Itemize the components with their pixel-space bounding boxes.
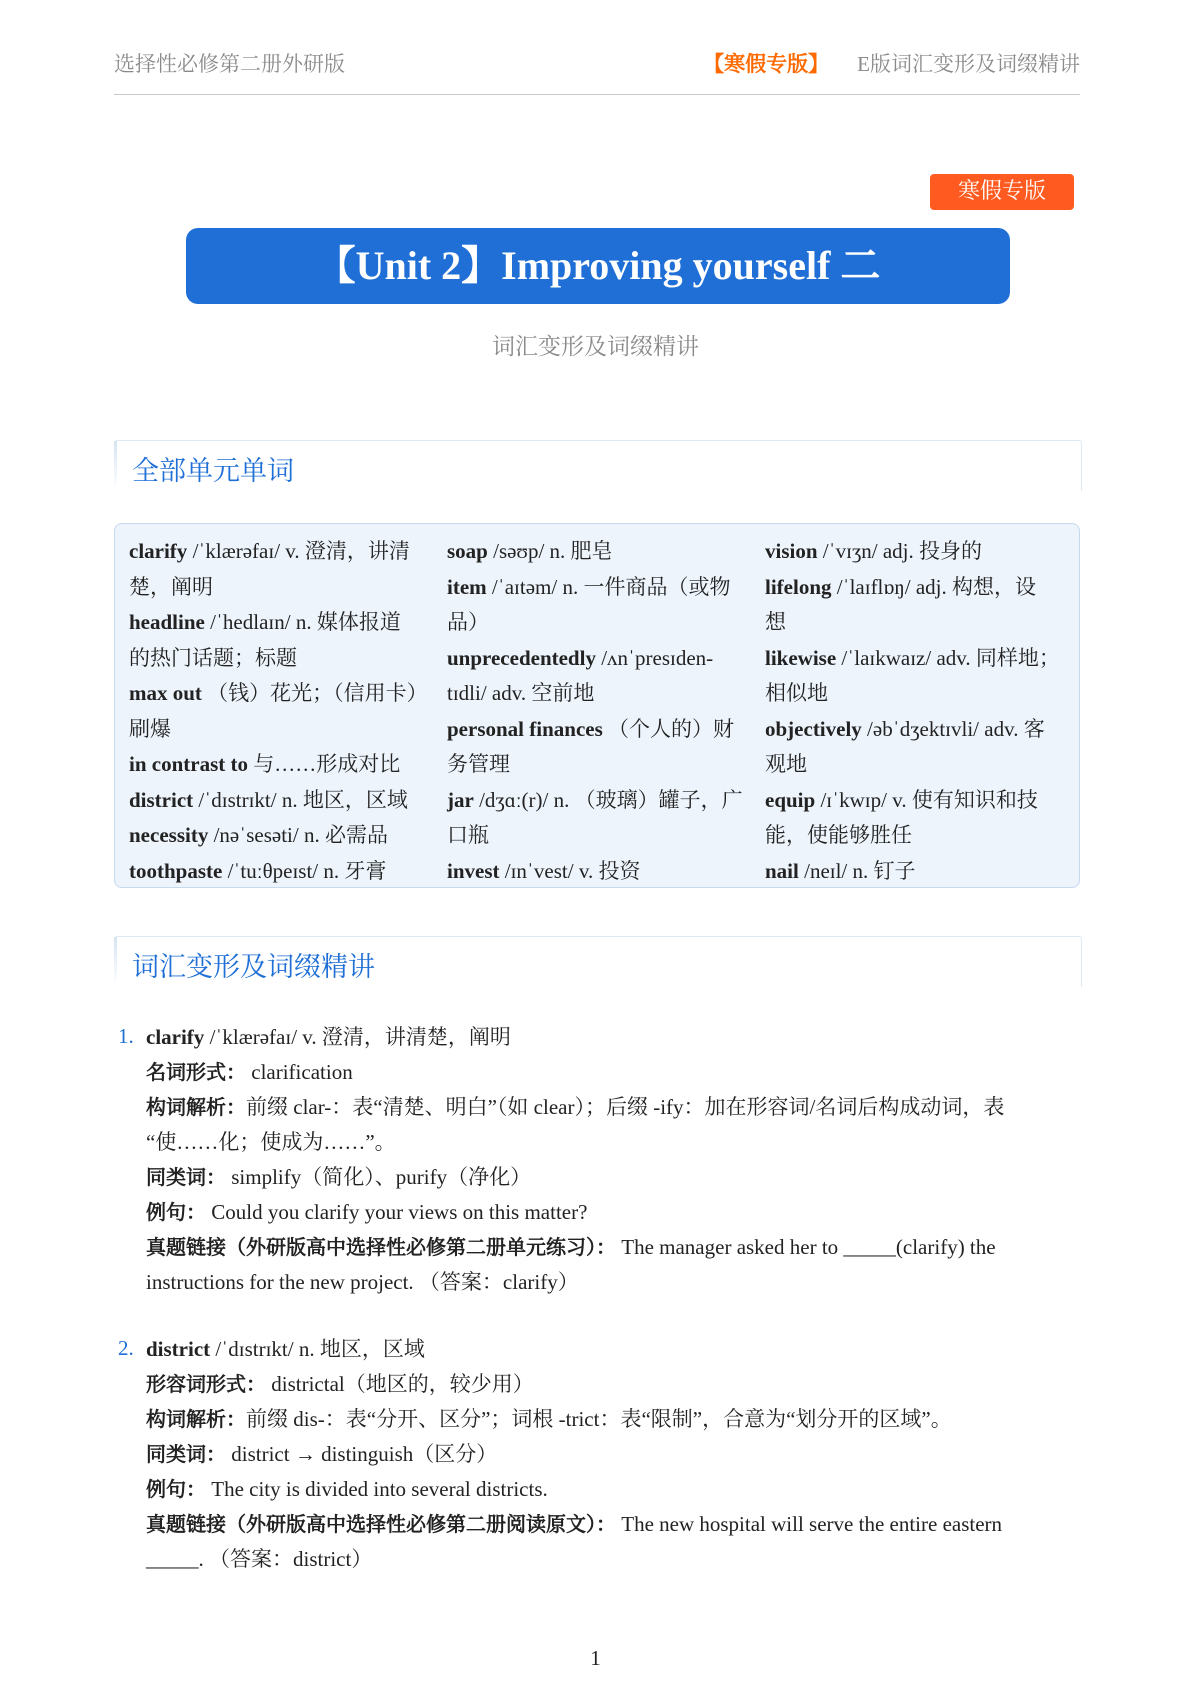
entry-exam-link: 真题链接（外研版高中选择性必修第二册阅读原文）： The new hospital will serve the entire eastern [146, 1512, 1003, 1536]
vocab-line: nail /neɪl/ n. 钉子 [765, 858, 916, 883]
page-header [114, 44, 1080, 95]
entry-form: 名词形式： clarification [146, 1060, 353, 1084]
vocab-line: 刷爆 [129, 716, 171, 741]
vocab-line: soap /səʊp/ n. 肥皂 [447, 539, 613, 563]
vocab-box [114, 523, 1080, 888]
unit-title: 【Unit 2】Improving yourself 二 [186, 228, 1010, 304]
vocab-line: invest /ɪnˈvest/ v. 投资 [447, 858, 641, 883]
vocab-column-1 [129, 534, 441, 889]
entry-exam-link-cont: instructions for the new project. （答案：clarify） [146, 1270, 579, 1294]
header-edition-tag: 【寒假专版】 [703, 52, 830, 76]
vocab-line: equip /ɪˈkwɪp/ v. 使有知识和技 [765, 787, 1038, 812]
vocab-line: likewise /ˈlaɪkwaɪz/ adv. 同样地； [765, 645, 1060, 670]
vocab-line: 相似地 [765, 681, 828, 705]
vocab-line: jar /dʒɑː(r)/ n. （玻璃）罐子，广 [447, 787, 743, 812]
entry-similar: 同类词： district → distinguish（区分） [146, 1442, 498, 1466]
header-doc-title: E版词汇变形及词缀精讲 [857, 52, 1080, 76]
entry-number: 1. [118, 1024, 134, 1048]
vocab-line: item /ˈaɪtəm/ n. 一件商品（或物 [447, 574, 731, 599]
vocab-line: lifelong /ˈlaɪflɒŋ/ adj. 构想，设 [765, 574, 1037, 599]
vocab-line: 楚，阐明 [129, 574, 213, 599]
vocab-line: 务管理 [447, 752, 510, 776]
vocab-line: clarify /ˈklærəfaɪ/ v. 澄清，讲清 [129, 539, 410, 563]
entry-exam-link-cont: _____. （答案：district） [146, 1547, 373, 1571]
section-heading-word-analysis [114, 936, 1082, 987]
entry-example: 例句： Could you clarify your views on this matter? [146, 1200, 588, 1224]
vocab-column-3 [765, 534, 1077, 889]
page-number: 1 [590, 1646, 601, 1670]
vocab-line: 观地 [765, 752, 807, 776]
vocab-line: unprecedentedly /ʌnˈpresɪden- [447, 645, 714, 670]
entry-analysis: 构词解析：前缀 dis-：表“分开、区分”；词根 -trict：表“限制”，合意为“划分开的区域”。 [146, 1407, 952, 1431]
vocab-line: personal finances （个人的）财 [447, 716, 735, 741]
vocab-line: district /ˈdɪstrɪkt/ n. 地区，区域 [129, 787, 408, 812]
entry-headword: district /ˈdɪstrɪkt/ n. 地区，区域 [146, 1337, 425, 1361]
entry-headword: clarify /ˈklærəfaɪ/ v. 澄清，讲清楚，阐明 [146, 1025, 511, 1049]
vocab-line: necessity /nəˈsesəti/ n. 必需品 [129, 823, 388, 847]
entry-analysis: 构词解析：前缀 clar-：表“清楚、明白”（如 clear）；后缀 -ify：加在形容词/名词后构成动词，表 [146, 1095, 1005, 1119]
entry-exam-link: 真题链接（外研版高中选择性必修第二册单元练习）： The manager asked her to _____(clarify) the [146, 1235, 996, 1259]
entry-example: 例句： The city is divided into several districts. [146, 1477, 548, 1501]
vocab-line: tɪdli/ adv. 空前地 [447, 681, 595, 705]
entry-analysis-cont: “使……化；使成为……”。 [146, 1130, 396, 1154]
vocab-line: toothpaste /ˈtuːθpeɪst/ n. 牙膏 [129, 858, 387, 883]
vocab-line: 能，使能够胜任 [765, 823, 912, 847]
vocab-column-2 [447, 534, 759, 889]
vocab-line: 的热门话题；标题 [129, 645, 297, 670]
header-book-title: 选择性必修第二册外研版 [114, 52, 345, 76]
vocab-line: objectively /əbˈdʒektɪvli/ adv. 客 [765, 716, 1045, 741]
entry-number: 2. [118, 1336, 134, 1360]
vocab-line: vision /ˈvɪʒn/ adj. 投身的 [765, 539, 983, 563]
header-right [703, 48, 1080, 78]
vocab-line: 想 [765, 610, 786, 634]
section-heading-all-words [114, 440, 1082, 491]
entry-similar: 同类词： simplify（简化）、purify（净化） [146, 1165, 532, 1189]
unit-subtitle: 词汇变形及词缀精讲 [492, 334, 699, 360]
edition-badge: 寒假专版 [930, 174, 1074, 210]
vocab-line: max out （钱）花光；（信用卡） [129, 681, 428, 705]
vocab-line: headline /ˈhedlaɪn/ n. 媒体报道 [129, 610, 401, 634]
vocab-line: 品） [447, 610, 489, 634]
entry-form: 形容词形式： districtal（地区的，较少用） [146, 1372, 534, 1396]
vocab-line: in contrast to 与……形成对比 [129, 752, 401, 776]
section-title: 词汇变形及词缀精讲 [132, 952, 375, 983]
section-title: 全部单元单词 [132, 456, 294, 487]
vocab-line: 口瓶 [447, 823, 489, 847]
